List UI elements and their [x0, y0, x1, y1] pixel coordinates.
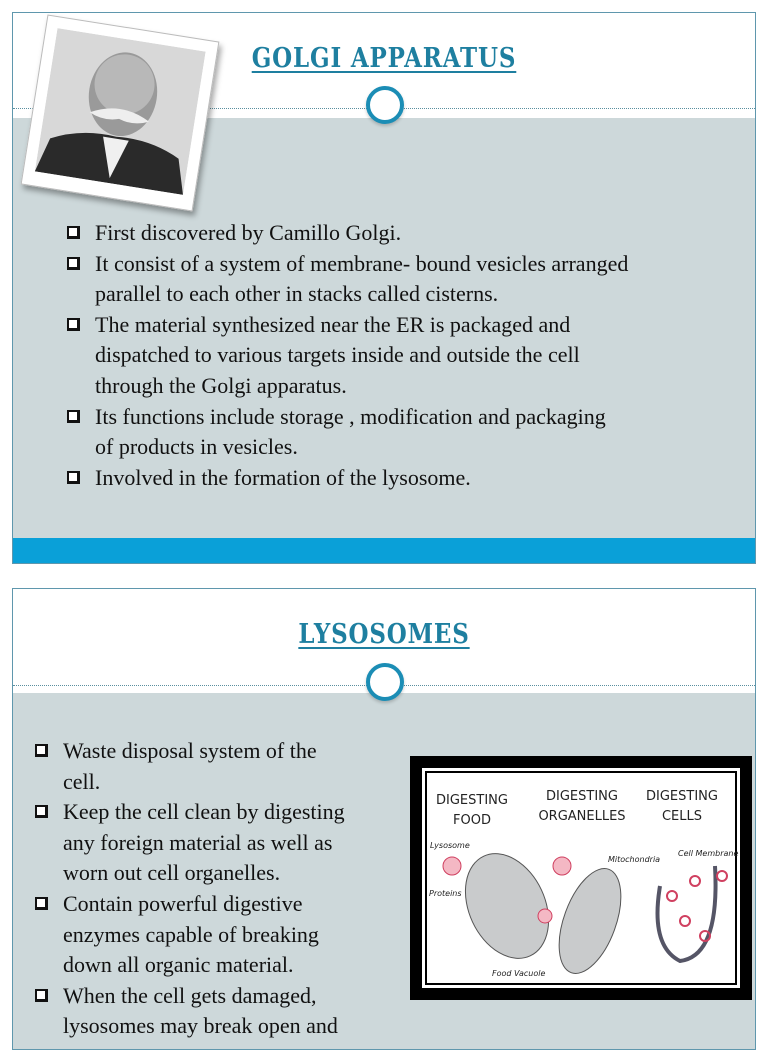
- figure-heading: DIGESTING: [436, 793, 508, 808]
- footer-bar: [13, 538, 755, 563]
- checkbox-bullet-icon: [67, 257, 80, 270]
- figure-label: Food Vacuole: [492, 969, 546, 978]
- checkbox-bullet-icon: [67, 226, 80, 239]
- checkbox-bullet-icon: [67, 410, 80, 423]
- bullet-text: worn out cell organelles.: [63, 860, 281, 886]
- bullet-text: When the cell gets damaged,: [63, 982, 317, 1008]
- bullet-item: [67, 218, 628, 249]
- figure-label: Cell Membrane: [678, 849, 739, 858]
- checkbox-bullet-icon: [35, 897, 48, 910]
- slide-lysosomes: [12, 588, 756, 1050]
- circle-ornament: [366, 663, 404, 701]
- bullet-text: It consist of a system of membrane- bound vesicles arranged: [95, 250, 629, 276]
- slide-title: GOLGI APPARATUS: [251, 43, 517, 74]
- bullet-text: Contain powerful digestive: [63, 890, 303, 916]
- bullet-item: [67, 310, 628, 402]
- slide-title: LYSOSOMES: [298, 619, 470, 650]
- bullet-text: lysosomes may break open and: [63, 1013, 338, 1039]
- bullet-item: [67, 402, 628, 463]
- bullet-item: [35, 736, 345, 797]
- checkbox-bullet-icon: [67, 471, 80, 484]
- bullet-text: enzymes capable of breaking: [63, 921, 319, 947]
- bullet-text: any foreign material as well as: [63, 829, 333, 855]
- bullet-item: [67, 463, 628, 494]
- lysosome-shape: [538, 909, 552, 923]
- bullet-text: The material synthesized near the ER is packaged and: [95, 311, 571, 337]
- bullet-text: of products in vesicles.: [95, 434, 298, 460]
- bullet-text: cell.: [63, 768, 101, 794]
- checkbox-bullet-icon: [35, 805, 48, 818]
- figure-label: Proteins: [429, 889, 462, 898]
- lysosome-diagram: [410, 756, 752, 1000]
- checkbox-bullet-icon: [35, 989, 48, 1002]
- figure-heading: ORGANELLES: [538, 809, 626, 824]
- bullet-item: [67, 249, 628, 310]
- lysosome-shape: [553, 857, 571, 875]
- figure-heading: DIGESTING: [646, 789, 718, 804]
- bullet-text: dispatched to various targets inside and outside the cell: [95, 342, 580, 368]
- figure-label: Mitochondria: [608, 855, 661, 864]
- bullet-text: parallel to each other in stacks called cisterns.: [95, 281, 499, 307]
- portrait-photo: [21, 14, 220, 211]
- bullet-text: through the Golgi apparatus.: [95, 372, 347, 398]
- lysosome-shape: [443, 857, 461, 875]
- figure-heading: FOOD: [453, 813, 491, 828]
- bullet-text: down all organic material.: [63, 952, 294, 978]
- bullet-item: [35, 981, 345, 1042]
- bullet-item: [35, 889, 345, 981]
- bullet-text: First discovered by Camillo Golgi.: [95, 220, 402, 245]
- bullet-text: Keep the cell clean by digesting: [63, 799, 345, 825]
- figure-heading: DIGESTING: [546, 789, 618, 804]
- bullet-text: Involved in the formation of the lysosome.: [95, 464, 471, 490]
- bullet-text: Its functions include storage , modification and packaging: [95, 403, 606, 429]
- bullet-list: [67, 218, 628, 493]
- checkbox-bullet-icon: [35, 744, 48, 757]
- portrait-image: [35, 28, 206, 195]
- figure-label: Lysosome: [430, 841, 470, 850]
- bullet-text: Waste disposal system of the: [63, 738, 317, 763]
- bullet-list: [35, 736, 345, 1042]
- checkbox-bullet-icon: [67, 318, 80, 331]
- figure-heading: CELLS: [661, 809, 703, 824]
- circle-ornament: [366, 86, 404, 124]
- bullet-item: [35, 797, 345, 889]
- slide-golgi: [12, 12, 756, 564]
